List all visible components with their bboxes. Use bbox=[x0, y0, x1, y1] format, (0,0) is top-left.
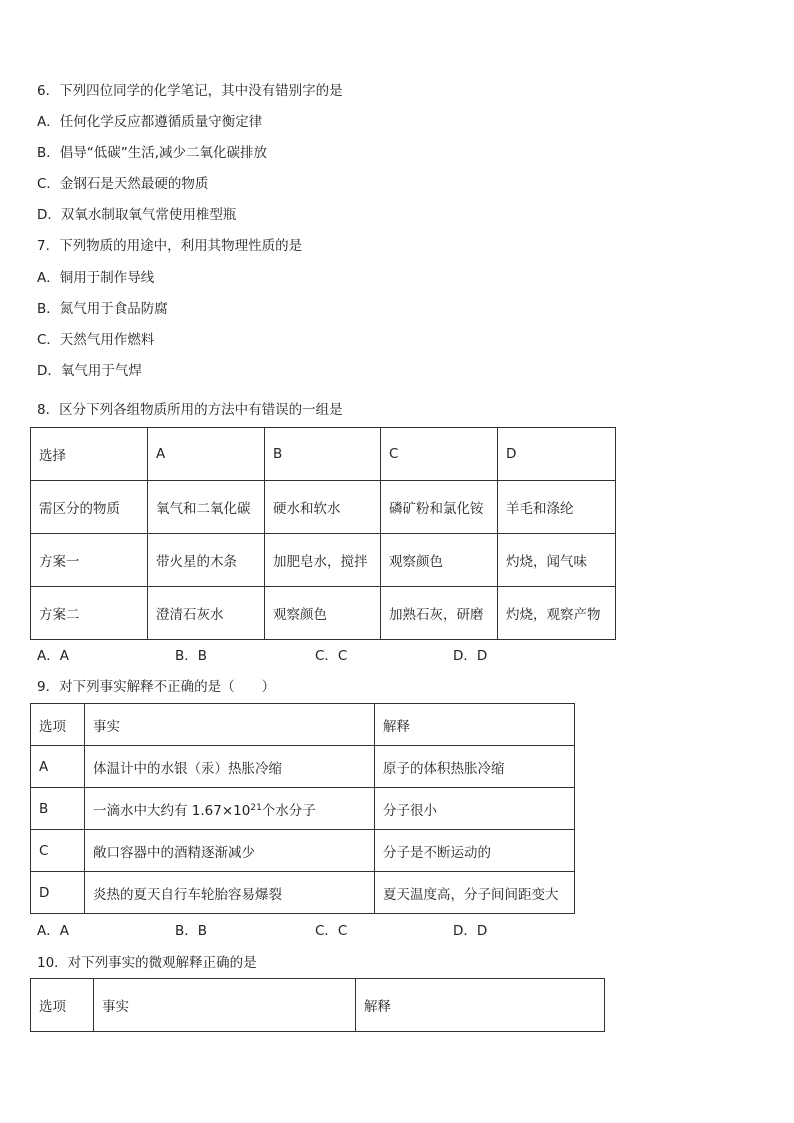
table-cell: 方案二 bbox=[31, 587, 148, 640]
table-cell: 羊毛和涤纶 bbox=[498, 481, 616, 534]
table-cell: B bbox=[31, 788, 85, 830]
table-header-fact: 事实 bbox=[85, 704, 375, 746]
q9-answer-c: C．C bbox=[315, 923, 348, 939]
table-cell: A bbox=[31, 746, 85, 788]
q8-stem: 8．区分下列各组物质所用的方法中有错误的一组是 bbox=[37, 402, 343, 418]
table-row bbox=[31, 872, 575, 914]
table-cell: 加肥皂水，搅拌 bbox=[265, 534, 381, 587]
table-cell: 方案一 bbox=[31, 534, 148, 587]
q10-table bbox=[30, 978, 605, 1032]
q8-answer-d: D．D bbox=[453, 648, 488, 664]
table-cell: B bbox=[265, 428, 381, 481]
table-row bbox=[31, 534, 616, 587]
table-cell: 炎热的夏天自行车轮胎容易爆裂 bbox=[85, 872, 375, 914]
table-cell: 灼烧，观察产物 bbox=[498, 587, 616, 640]
table-header-fact: 事实 bbox=[94, 979, 356, 1032]
table-cell: 硬水和软水 bbox=[265, 481, 381, 534]
q7-option-d: D．氧气用于气焊 bbox=[37, 363, 142, 379]
table-header-explanation: 解释 bbox=[375, 704, 575, 746]
q8-table bbox=[30, 427, 616, 640]
q6-option-a: A．任何化学反应都遵循质量守衡定律 bbox=[37, 114, 263, 130]
q7-stem: 7．下列物质的用途中，利用其物理性质的是 bbox=[37, 238, 303, 254]
q8-answer-c: C．C bbox=[315, 648, 348, 664]
q9-answer-b: B．B bbox=[175, 923, 208, 939]
q9-stem: 9．对下列事实解释不正确的是（ ） bbox=[37, 679, 276, 695]
table-row bbox=[31, 830, 575, 872]
table-cell: 选择 bbox=[31, 428, 148, 481]
q7-option-a: A．铜用于制作导线 bbox=[37, 270, 155, 286]
table-cell: A bbox=[148, 428, 265, 481]
table-row bbox=[31, 428, 616, 481]
table-cell: 氧气和二氧化碳 bbox=[148, 481, 265, 534]
table-row bbox=[31, 481, 616, 534]
q6-option-c: C．金钢石是天然最硬的物质 bbox=[37, 176, 209, 192]
table-row bbox=[31, 746, 575, 788]
table-cell bbox=[85, 788, 375, 830]
fact-text: 一滴水中大约有 1.67×10 bbox=[93, 802, 251, 819]
table-header-option: 选项 bbox=[31, 704, 85, 746]
table-cell: 观察颜色 bbox=[381, 534, 498, 587]
table-header-option: 选项 bbox=[31, 979, 94, 1032]
fact-text-suffix: 个水分子 bbox=[261, 802, 316, 819]
table-cell: D bbox=[498, 428, 616, 481]
table-cell: 夏天温度高，分子间间距变大 bbox=[375, 872, 575, 914]
table-cell: 灼烧，闻气味 bbox=[498, 534, 616, 587]
table-header-explanation: 解释 bbox=[356, 979, 605, 1032]
q6-stem: 6．下列四位同学的化学笔记，其中没有错别字的是 bbox=[37, 83, 343, 99]
table-row bbox=[31, 979, 605, 1032]
table-row bbox=[31, 704, 575, 746]
q7-option-c: C．天然气用作燃料 bbox=[37, 332, 155, 348]
table-cell: C bbox=[31, 830, 85, 872]
table-cell: 澄清石灰水 bbox=[148, 587, 265, 640]
q6-option-d: D．双氧水制取氧气常使用椎型瓶 bbox=[37, 207, 237, 223]
table-cell: 加熟石灰，研磨 bbox=[381, 587, 498, 640]
q6-option-b: B．倡导“低碳”生活,减少二氧化碳排放 bbox=[37, 145, 268, 161]
table-cell: 需区分的物质 bbox=[31, 481, 148, 534]
table-cell: 带火星的木条 bbox=[148, 534, 265, 587]
q8-answer-a: A．A bbox=[37, 648, 69, 664]
table-cell: 磷矿粉和氯化铵 bbox=[381, 481, 498, 534]
q9-table bbox=[30, 703, 575, 914]
table-cell: 分子是不断运动的 bbox=[375, 830, 575, 872]
q9-answer-d: D．D bbox=[453, 923, 488, 939]
table-row bbox=[31, 788, 575, 830]
table-cell: D bbox=[31, 872, 85, 914]
table-cell: C bbox=[381, 428, 498, 481]
table-cell: 原子的体积热胀冷缩 bbox=[375, 746, 575, 788]
q10-stem: 10．对下列事实的微观解释正确的是 bbox=[37, 955, 257, 971]
table-cell: 分子很小 bbox=[375, 788, 575, 830]
table-cell: 观察颜色 bbox=[265, 587, 381, 640]
table-cell: 体温计中的水银（汞）热胀冷缩 bbox=[85, 746, 375, 788]
exponent: 21 bbox=[250, 802, 262, 813]
q9-answer-a: A．A bbox=[37, 923, 69, 939]
q7-option-b: B．氮气用于食品防腐 bbox=[37, 301, 168, 317]
table-row bbox=[31, 587, 616, 640]
table-cell: 敞口容器中的酒精逐渐减少 bbox=[85, 830, 375, 872]
q8-answer-b: B．B bbox=[175, 648, 208, 664]
